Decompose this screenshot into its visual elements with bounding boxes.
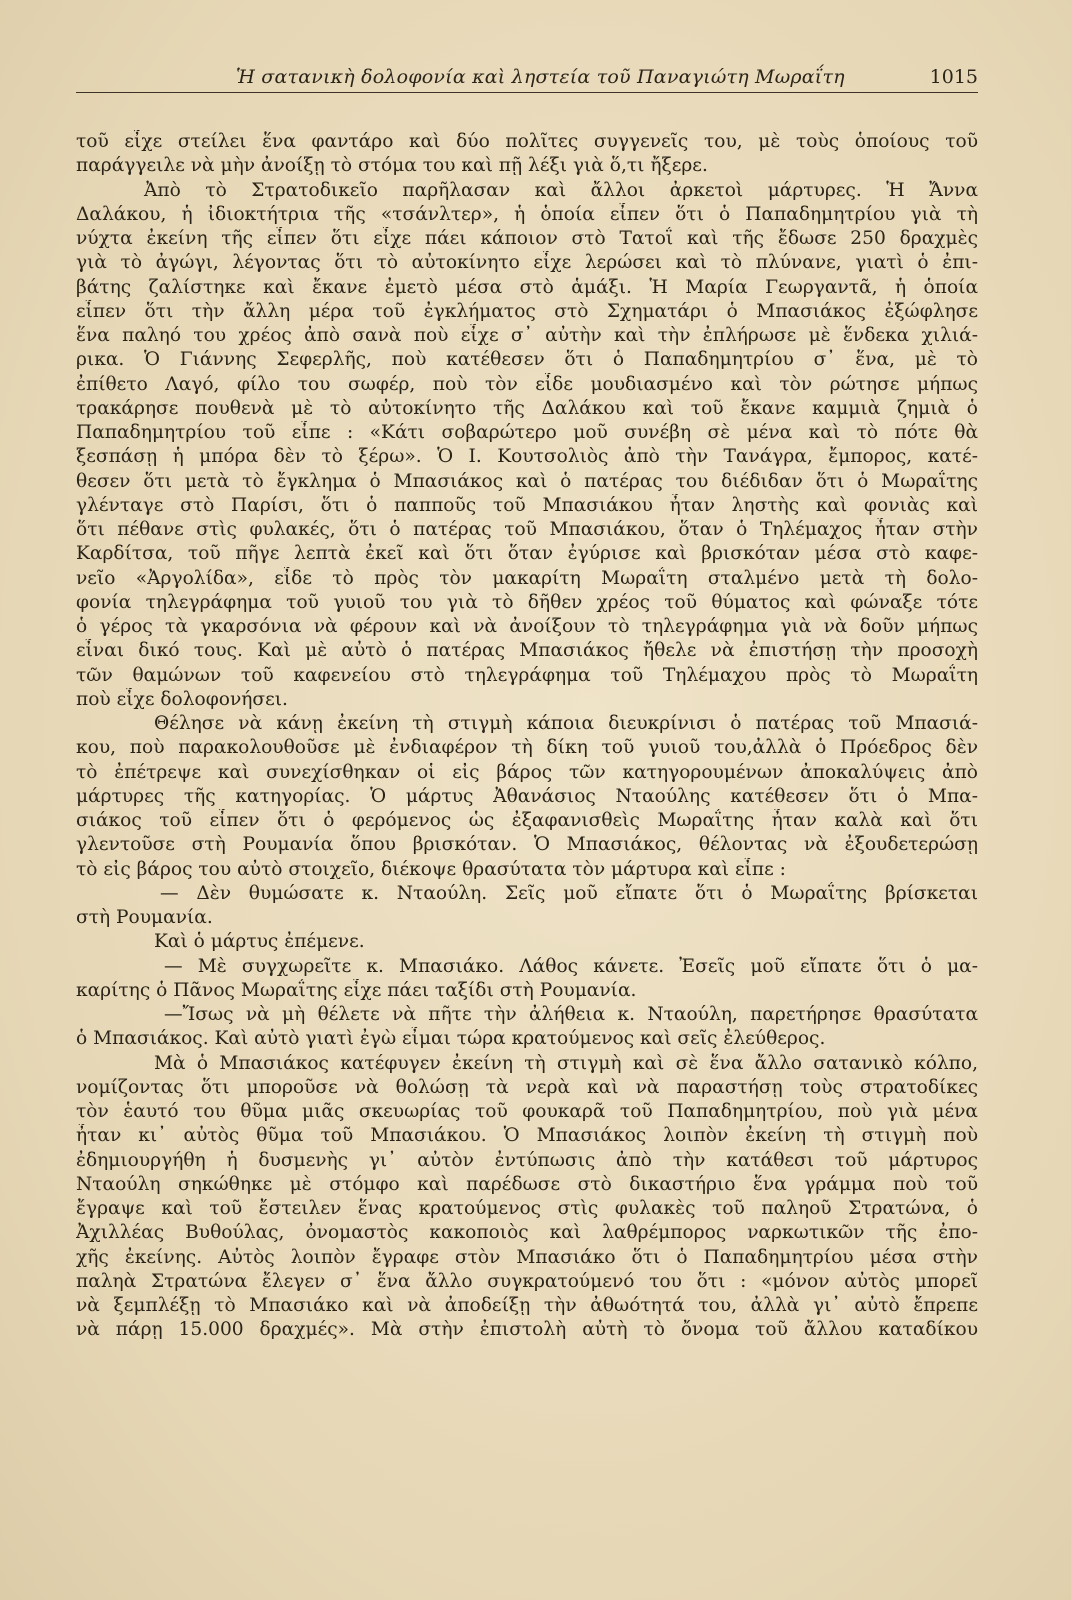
- text-line: θεσεν ὅτι μετὰ τὸ ἔγκλημα ὁ Μπασιάκος καὶ ὁ πατέρας του διέδιδαν ὅτι ὁ Μωραΐτης: [76, 470, 978, 492]
- text-line: τὸ εἰς βάρος του αὐτὸ στοιχεῖο, διέκοψε θρασύτατα τὸν μάρτυρα καὶ εἶπε :: [76, 858, 786, 880]
- text-line: Δαλάκου, ἡ ἰδιοκτήτρια τῆς «τσάνλτερ», ἡ ὁποία εἶπεν ὅτι ὁ Παπαδημητρίου γιὰ τὴ: [76, 203, 978, 225]
- text-line: ρικα. Ὁ Γιάννης Σεφερλῆς, ποὺ κατέθεσεν ὅτι ὁ Παπαδημητρίου σ᾽ ἕνα, μὲ τὸ: [76, 349, 978, 371]
- text-line: παληὰ Στρατώνα ἔλεγεν σ᾽ ἕνα ἄλλο συγκρατούμενό του ὅτι : «μόνον αὐτὸς μπορεῖ: [76, 1270, 978, 1292]
- text-line: βάτης ζαλίστηκε καὶ ἔκανε ἐμετὸ μέσα στὸ ἁμάξι. Ἡ Μαρία Γεωργαντᾶ, ἡ ὁποία: [76, 276, 978, 298]
- text-line: ἐπίθετο Λαγό, φίλο του σωφέρ, ποὺ τὸν εἶδε μουδιασμένο καὶ τὸν ρώτησε μήπως: [76, 373, 978, 395]
- text-line: ἦταν κι᾽ αὐτὸς θῦμα τοῦ Μπασιάκου. Ὁ Μπασιάκος λοιπὸν ἐκείνη τὴ στιγμὴ ποὺ: [76, 1125, 978, 1147]
- text-line: τοῦ εἶχε στείλει ἕνα φαντάρο καὶ δύο πολῖτες συγγενεῖς του, μὲ τοὺς ὁποίους τοῦ: [76, 131, 978, 152]
- text-line: ἕνα παληό του χρέος ἀπὸ σανὰ ποὺ εἶχε σ᾽ αὐτὴν καὶ τὴν ἐπλήρωσε μὲ ἕνδεκα χιλιά-: [76, 325, 978, 346]
- text-line: ἐδημιουργήθη ἡ δυσμενὴς γι᾽ αὐτὸν ἐντύπωσις ἀπὸ τὴν κατάθεσι τοῦ μάρτυρος: [76, 1149, 978, 1171]
- text-line: χῆς ἐκείνης. Αὐτὸς λοιπὸν ἔγραφε στὸν Μπασιάκο ὅτι ὁ Παπαδημητρίου μέσα στὴν: [76, 1246, 978, 1268]
- text-line: Ἀπὸ τὸ Στρατοδικεῖο παρῆλασαν καὶ ἄλλοι ἀρκετοὶ μάρτυρες. Ἡ Ἄννα: [144, 179, 978, 201]
- text-line: νομίζοντας ὅτι μποροῦσε νὰ θολώσῃ τὰ νερὰ καὶ νὰ παραστήσῃ τοὺς στρατοδίκες: [76, 1076, 978, 1098]
- running-title: Ἡ σατανικὴ δολοφονία καὶ ληστεία τοῦ Παναγιώτη Μωραΐτη: [236, 66, 845, 88]
- text-line: — Δὲν θυμώσατε κ. Νταούλη. Σεῖς μοῦ εἴπατε ὅτι ὁ Μωραΐτης βρίσκεται: [160, 882, 978, 904]
- text-line: εἶπεν ὅτι τὴν ἄλλη μέρα τοῦ ἐγκλήματος στὸ Σχηματάρι ὁ Μπασιάκος ἐξώφλησε: [76, 300, 978, 322]
- text-line: ποὺ εἶχε δολοφονήσει.: [76, 688, 288, 710]
- text-line: γλένταγε στὸ Παρίσι, ὅτι ὁ παπποῦς τοῦ Μπασιάκου ἦταν ληστὴς καὶ φονιὰς καὶ: [76, 494, 978, 516]
- text-line: νὰ ξεμπλέξῃ τὸ Μπασιάκο καὶ νὰ ἀποδείξῃ τὴν ἀθωότητά του, ἀλλὰ γι᾽ αὐτὸ ἔπρεπε: [76, 1295, 978, 1316]
- text-line: τὸν ἑαυτό του θῦμα μιᾶς σκευωρίας τοῦ φουκαρᾶ τοῦ Παπαδημητρίου, ποὺ γιὰ μένα: [76, 1101, 978, 1122]
- text-line: γιὰ τὸ ἀγώγι, λέγοντας ὅτι τὸ αὐτοκίνητο εἶχε λερώσει καὶ τὸ πλύνανε, γιατὶ ὁ ἐπι-: [76, 252, 978, 274]
- text-line: σιάκος τοῦ εἶπεν ὅτι ὁ φερόμενος ὡς ἐξαφανισθεὶς Μωραΐτης ἦταν καλὰ καὶ ὅτι: [76, 810, 978, 831]
- text-line: νύχτα ἐκείνη τῆς εἶπεν ὅτι εἶχε πάει κάποιον στὸ Τατοΐ καὶ τῆς ἔδωσε 250 δραχμὲς: [76, 228, 978, 249]
- text-line: ὅτι πέθανε στὶς φυλακές, ὅτι ὁ πατέρας τοῦ Μπασιάκου, ὅταν ὁ Τηλέμαχος ἦταν στὴν: [76, 519, 978, 540]
- text-line: στὴ Ρουμανία.: [76, 907, 213, 928]
- body-text: [76, 130, 978, 1343]
- page-number: 1015: [929, 66, 978, 88]
- text-line: Νταούλη σηκώθηκε μὲ στόμφο καὶ παρέδωσε στὸ δικαστήριο ἕνα γράμμα ποὺ τοῦ: [76, 1173, 978, 1195]
- text-line: Καὶ ὁ μάρτυς ἐπέμενε.: [154, 931, 365, 953]
- text-line: Καρδίτσα, τοῦ πῆγε λεπτὰ ἐκεῖ καὶ ὅτι ὅταν ἐγύρισε καὶ βρισκόταν μέσα στὸ καφε-: [76, 543, 978, 565]
- text-line: ξεσπάσῃ ἡ μπόρα δὲν τὸ ξέρω». Ὁ Ι. Κουτσολιὸς ἀπὸ τὴν Τανάγρα, ἔμπορος, κατέ-: [76, 446, 978, 468]
- text-line: φονία τηλεγράφημα τοῦ γυιοῦ του γιὰ τὸ δῆθεν χρέος τοῦ θύματος καὶ φώναξε τότε: [76, 591, 978, 613]
- text-line: Παπαδημητρίου τοῦ εἶπε : «Κάτι σοβαρώτερο μοῦ συνέβη σὲ μένα καὶ τὸ πότε θὰ: [76, 422, 978, 443]
- text-line: Θέλησε νὰ κάνῃ ἐκείνη τὴ στιγμὴ κάποια διευκρίνισι ὁ πατέρας τοῦ Μπασιά-: [154, 713, 978, 734]
- page-header: [76, 62, 978, 93]
- text-line: καρίτης ὁ Πᾶνος Μωραΐτης εἶχε πάει ταξίδι στὴ Ρουμανία.: [76, 979, 637, 1001]
- text-line: κου, ποὺ παρακολουθοῦσε μὲ ἐνδιαφέρον τὴ δίκη τοῦ γυιοῦ του,ἀλλὰ ὁ Πρόεδρος δὲν: [76, 737, 978, 759]
- text-line: παράγγειλε νὰ μὴν ἀνοίξῃ τὸ στόμα του καὶ πῇ λέξι γιὰ ὅ,τι ἤξερε.: [76, 155, 708, 177]
- text-line: τῶν θαμώνων τοῦ καφενείου στὸ τηλεγράφημα τοῦ Τηλέμαχου πρὸς τὸ Μωραΐτη: [76, 664, 978, 686]
- text-line: εἶναι δικό τους. Καὶ μὲ αὐτὸ ὁ πατέρας Μπασιάκος ἤθελε νὰ ἐπιστήσῃ τὴν προσοχὴ: [76, 640, 978, 662]
- text-line: νεῖο «Ἀργολίδα», εἶδε τὸ πρὸς τὸν μακαρίτη Μωραΐτη σταλμένο μετὰ τὴ δολο-: [76, 567, 978, 589]
- text-line: τὸ ἐπέτρεψε καὶ συνεχίσθηκαν οἱ εἰς βάρος τῶν κατηγορουμένων ἀποκαλύψεις ἀπὸ: [76, 761, 978, 783]
- text-line: μάρτυρες τῆς κατηγορίας. Ὁ μάρτυς Ἀθανάσιος Νταούλης κατέθεσεν ὅτι ὁ Μπα-: [76, 785, 978, 807]
- text-line: ἔγραψε καὶ τοῦ ἔστειλεν ἕνας κρατούμενος στὶς φυλακὲς τοῦ παληοῦ Στρατώνα, ὁ: [76, 1198, 978, 1219]
- text-line: νὰ πάρῃ 15.000 δραχμές». Μὰ στὴν ἐπιστολὴ αὐτὴ τὸ ὄνομα τοῦ ἄλλου καταδίκου: [76, 1319, 978, 1341]
- text-line: Ἀχιλλέας Βυθούλας, ὀνομαστὸς κακοποιὸς καὶ λαθρέμπορος ναρκωτικῶν τῆς ἐπο-: [76, 1222, 978, 1244]
- text-line: — Μὲ συγχωρεῖτε κ. Μπασιάκο. Λάθος κάνετε. Ἐσεῖς μοῦ εἴπατε ὅτι ὁ μα-: [164, 955, 978, 977]
- text-line: ὁ γέρος τὰ γκαρσόνια νὰ φέρουν καὶ νὰ ἀνοίξουν τὸ τηλεγράφημα γιὰ νὰ δοῦν μήπως: [76, 616, 978, 637]
- text-line: ὁ Μπασιάκος. Καὶ αὐτὸ γιατὶ ἐγὼ εἶμαι τώρα κρατούμενος καὶ σεῖς ἐλεύθερος.: [76, 1028, 826, 1050]
- text-line: τρακάρησε πουθενὰ μὲ τὸ αὐτοκίνητο τῆς Δαλάκου καὶ τοῦ ἔκανε καμμιὰ ζημιὰ ὁ: [76, 397, 978, 419]
- text-line: —Ἴσως νὰ μὴ θέλετε νὰ πῆτε τὴν ἀλήθεια κ. Νταούλη, παρετήρησε θρασύτατα: [164, 1004, 978, 1025]
- text-line: Μὰ ὁ Μπασιάκος κατέφυγεν ἐκείνη τὴ στιγμὴ καὶ σὲ ἕνα ἄλλο σατανικὸ κόλπο,: [154, 1052, 978, 1074]
- text-line: γλεντοῦσε στὴ Ρουμανία ὅπου βρισκόταν. Ὁ Μπασιάκος, θέλοντας νὰ ἐξουδετερώσῃ: [76, 834, 978, 856]
